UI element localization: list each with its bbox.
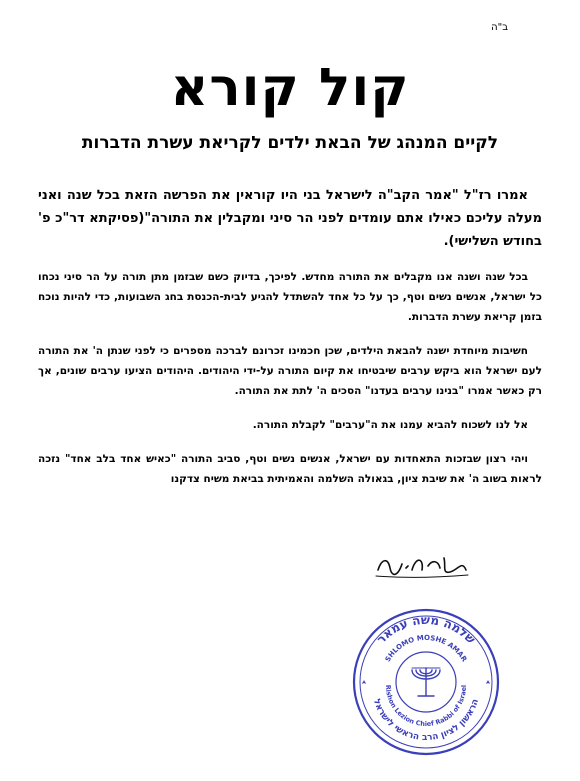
paragraph-children-importance: חשיבות מיוחדת ישנה להבאת הילדים, שכן חכמינו זכרונם לברכה מספרים כי לפני שנתן ה' את התורה לעם ישראל הוא ביקש ערבים שיבטיחו את קיום התורה על-ידי היהודים. היהודים הציעו ערבים שונים, אך רק כאשר אמרו "בנינו ערבים בעדנו" הסכים ה' לתת את התורה.	[38, 345, 542, 397]
bsd-header-mark: ב"ה	[491, 22, 508, 33]
stamp-title-english: Rishon Lezion Chief Rabbi of Israel	[383, 684, 469, 729]
paragraph-bring-guarantors: אל לנו לשכוח להביא עמנו את ה"ערבים" לקבלת התורה.	[252, 419, 528, 431]
official-stamp	[350, 606, 502, 758]
paragraph-blessing: ויהי רצון שבזכות התאחדות עם ישראל, אנשים נשים וטף, סביב התורה "כאיש אחד בלב אחד" נזכה לראות בשוב ה' את שיבת ציון, בגאולה השלמה והאמיתית בביאת משיח צדקנו	[38, 453, 542, 485]
handwritten-signature	[372, 548, 472, 582]
stamp-name-english: SHLOMO MOSHE AMAR	[383, 633, 469, 664]
document-subtitle: לקיים המנהג של הבאת ילדים לקריאת עשרת הדברות	[81, 133, 499, 153]
stamp-title-hebrew: הראשון לציון הרב הראשי לישראל	[370, 697, 482, 744]
stamp-name-hebrew: שלמה משה עמאר	[373, 612, 479, 647]
paragraph-quote: אמרו רז"ל "אמר הקב"ה לישראל בני היו קוראין את הפרשה הזאת בכל שנה ואני מעלה עליכם כאילו אתם עומדים לפני הר סיני ומקבלין את התורה"(פסיקתא דר"כ פ' בחודש השלישי).	[38, 188, 542, 249]
letter-body	[38, 184, 542, 503]
document-title: קול קורא	[170, 58, 410, 118]
paragraph-annual-receiving: בכל שנה ושנה אנו מקבלים את התורה מחדש. לפיכך, בדיוק כשם שבזמן מתן תורה על הר סיני נכחו כל ישראל, אנשים נשים וטף, כך על כל אחד להשתדל להגיע לבית-הכנסת בחג השבועות, כדי להיות נוכח בזמן קריאת עשרת הדברות.	[38, 271, 542, 323]
menorah-emblem-icon	[412, 668, 440, 696]
